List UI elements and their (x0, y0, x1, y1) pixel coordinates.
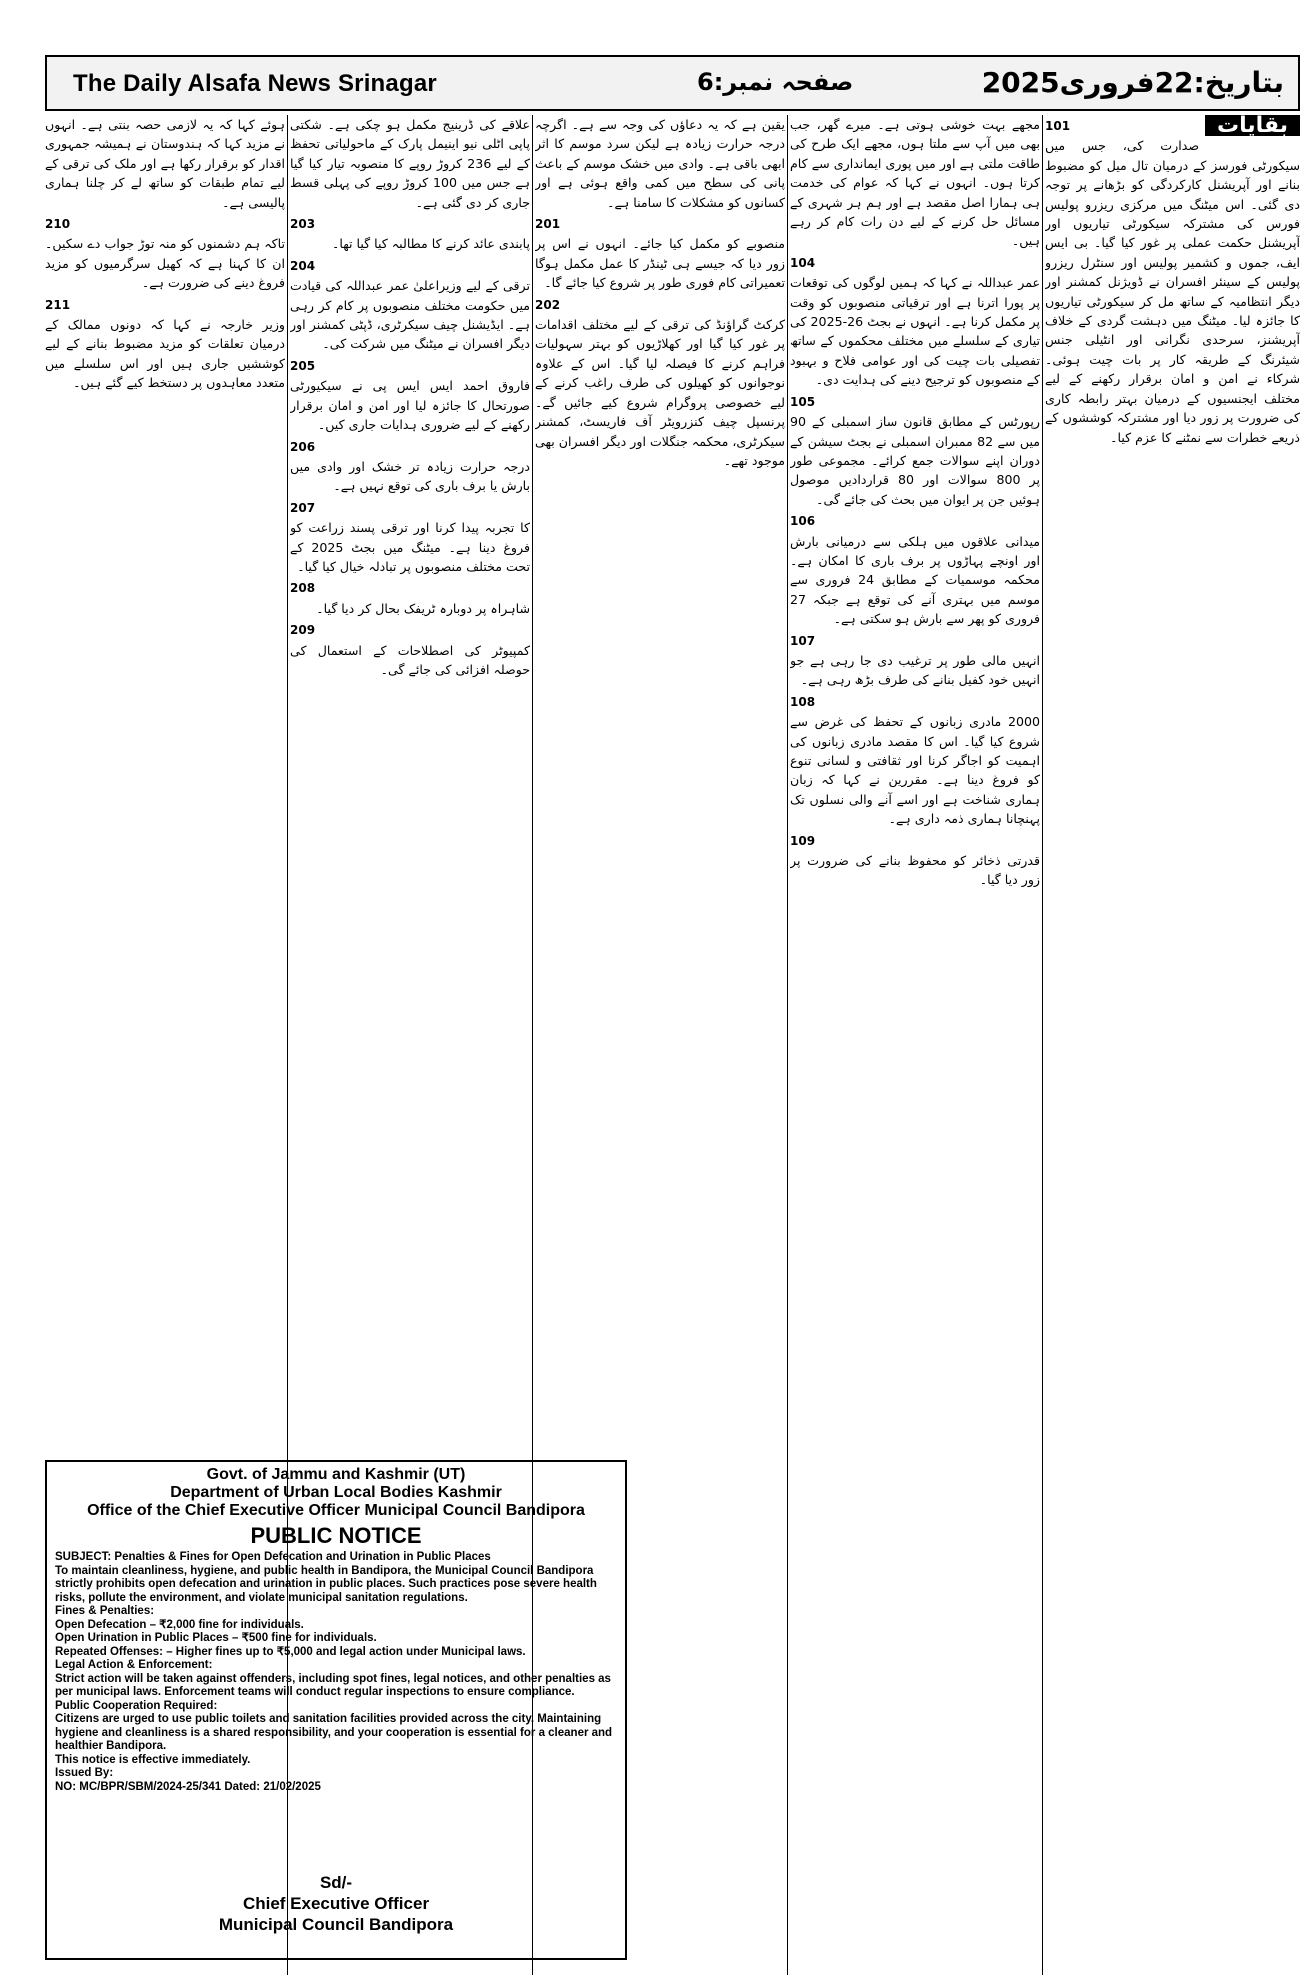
notice-signatory: Chief Executive Officer (242, 1894, 430, 1913)
notice-sd: Sd/- (319, 1873, 353, 1892)
story-text: کا تجربہ پیدا کرنا اور ترقی پسند زراعت کو فروغ دینا ہے۔ میٹنگ میں بجٹ 2025 کے تحت مختلف منصوبوں پر تبادلہ خیال کیا گیا۔ (290, 520, 530, 574)
story-number: 201 (535, 217, 561, 232)
notice-title: PUBLIC NOTICE (250, 1523, 422, 1548)
notice-fine-2: Open Urination in Public Places – ₹500 fine for individuals. (55, 1632, 377, 1644)
story-text: میدانی علاقوں میں ہلکی سے درمیانی بارش اور اونچے پہاڑوں پر برف باری کا امکان ہے۔ محکمہ موسمیات کے مطابق 24 فروری سے موسم میں بہتری آنے کی توقع ہے جبکہ 27 فروری کو پھر سے بارش ہو سکتی ہے۔ (790, 533, 1040, 627)
notice-issued-by: Issued By: (55, 1767, 114, 1779)
section-title: بقایات (1205, 115, 1300, 136)
page-number: صفحہ نمبر:6 (697, 68, 854, 96)
page-header (45, 55, 1300, 111)
story-number: 108 (790, 694, 816, 709)
story-text: رپورٹس کے مطابق قانون ساز اسمبلی کے 90 میں سے 82 ممبران اسمبلی نے بجٹ سیشن کے دوران اپنے سوالات جمع کرائے۔ مجموعی طور پر 800 سوالات اور 80 قراردادیں موصول ہوئیں جن پر ایوان میں بحث کی جائے گی۔ (790, 414, 1040, 507)
story-number: 206 (290, 439, 316, 454)
notice-effective: This notice is effective immediately. (55, 1753, 251, 1766)
story-text: صدارت کی، جس میں سیکورٹی فورسز کے درمیان تال میل کو مضبوط بنانے اور آپریشنل کارکردگی کو بڑھانے پر توجہ دی گئی۔ اس میٹنگ میں مرکزی ریزرو پولیس فورس کی مشترکہ سیکورٹی تیاریوں اور آپریشنل حکمت عملی پر غور کیا گیا۔ بی ایس ایف، جموں و کشمیر پولیس اور سنٹرل ریزرو پولیس کے سینئر افسران نے ڈویژنل کمشنر اور دیگر انتظامیہ کے ساتھ مل کر سیکورٹی تیاریوں کا جائزہ لیا۔ میٹنگ میں دہشت گردی کے خلاف آپریشنز، سرحدی نگرانی اور انٹیلی جنس شیئرنگ کے طریقہ کار پر بات چیت ہوئی۔ شرکاء نے امن و امان برقرار رکھنے کے لیے مختلف ایجنسیوں کے درمیان بہتر رابطہ کاری کی ضرورت پر زور دیا اور مشترکہ کوششوں کے ذریعے خطرات سے نمٹنے کا عزم کیا۔ (1045, 138, 1300, 445)
date-label: بتاریخ:22فروری2025 (981, 66, 1284, 99)
story-text: کرکٹ گراؤنڈ کی ترقی کے لیے مختلف اقدامات پر غور کیا گیا اور کھلاڑیوں کو بہتر سہولیات فراہم کرنے کا فیصلہ لیا گیا۔ اس کے علاوہ نوجوانوں کو کھیلوں کی طرف راغب کرنے کے لیے خصوصی پروگرام شروع کیے جائیں گے۔ پرنسپل چیف کنزرویٹر آف فاریسٹ، کمشنر سیکرٹری، محکمہ جنگلات اور دیگر افسران بھی موجود تھے۔ (535, 317, 785, 468)
story-text: وزیر خارجہ نے کہا کہ دونوں ممالک کے درمیان تعلقات کو مزید مضبوط بنانے کے لیے کوششیں جاری ہیں اور اس سلسلے میں متعدد معاہدوں پر دستخط کیے گئے ہیں۔ (45, 317, 285, 391)
notice-department-line: Department of Urban Local Bodies Kashmir (170, 1484, 502, 1501)
newspaper-page (45, 55, 1300, 1975)
story-text: قدرتی ذخائر کو محفوظ بنانے کی ضرورت پر زور دیا گیا۔ (790, 853, 1040, 888)
story-text: 2000 مادری زبانوں کے تحفظ کی غرض سے شروع کیا گیا۔ اس کا مقصد مادری زبانوں کی اہمیت کو اجاگر کرنا اور ثقافتی و لسانی تنوع کو فروغ دینا ہے۔ مقررین نے کہا کہ زبان ہماری شناخت ہے اور اسے آنے والی نسلوں تک پہنچانا ہماری ذمہ داری ہے۔ (790, 714, 1040, 827)
story-number: 107 (790, 633, 816, 648)
story-text: کمپیوٹر کی اصطلاحات کے استعمال کی حوصلہ افزائی کی جائے گی۔ (290, 642, 530, 677)
column-divider (1042, 115, 1043, 1975)
story-number: 211 (45, 297, 71, 312)
story-text: علاقے کی ڈرینیج مکمل ہو چکی ہے۔ شکتی پاپی اٹلی نیو اینیمل پارک کے ماحولیاتی تحفظ کے لیے 236 کروڑ روپے کا منصوبہ تیار کیا گیا ہے جس میں 100 کروڑ روپے کی پہلی قسط جاری کر دی گئی ہے۔ (290, 117, 530, 210)
story-text: مجھے بہت خوشی ہوتی ہے۔ میرے گھر، جب بھی میں آپ سے ملتا ہوں، مجھے ایک طرح کی طاقت ملتی ہے اور میں پوری ایمانداری سے کام کرتا ہوں۔ انہوں نے کہا کہ عوام کی خدمت ہی ہمارا اصل مقصد ہے اور ہم ہر شہری کے مسائل حل کرنے کے لیے دن رات کام کر رہے ہیں۔ (790, 117, 1040, 249)
story-text: منصوبے کو مکمل کیا جائے۔ انہوں نے اس پر زور دیا کہ جیسے ہی ٹینڈر کا عمل مکمل ہوگا تعمیراتی کام فوری طور پر شروع کیا جائے گا۔ (535, 236, 785, 291)
story-text: ہوئے کہا کہ یہ لازمی حصہ بنتی ہے۔ انہوں نے مزید کہا کہ ہندوستان نے ہمیشہ جمہوری اقدار کو برقرار رکھا ہے اور ملک کی ترقی کے لیے تمام طبقات کو ساتھ لے کر چلنا ہماری پالیسی ہے۔ (45, 117, 285, 210)
story-number: 205 (290, 358, 316, 373)
story-number: 209 (290, 623, 316, 638)
notice-govt-line: Govt. of Jammu and Kashmir (UT) (206, 1466, 466, 1483)
notice-fine-3: Repeated Offenses: – Higher fines up to ₹5,000 and legal action under Municipal laws. (55, 1645, 526, 1658)
column-divider (787, 115, 788, 1975)
story-number: 105 (790, 394, 816, 409)
story-number: 210 (45, 217, 71, 232)
story-number: 109 (790, 833, 816, 848)
story-text: درجہ حرارت زیادہ تر خشک اور وادی میں بارش یا برف باری کی توقع نہیں ہے۔ (290, 458, 530, 494)
notice-coop-heading: Public Cooperation Required: (55, 1699, 218, 1712)
notice-fines-heading: Fines & Penalties: (55, 1605, 155, 1617)
story-text: تاکہ ہم دشمنوں کو منہ توڑ جواب دے سکیں۔ ان کا کہنا ہے کہ کھیل سرگرمیوں کو مزید فروغ دینے کی ضرورت ہے۔ (45, 236, 285, 291)
notice-intro: To maintain cleanliness, hygiene, and public health in Bandipora, the Municipal Council Bandipora strictly prohibits open defecation and urination in public places. Such practices pose severe health risks, pollute the environment, and violate municipal sanitation regulations. (55, 1564, 597, 1604)
notice-number: NO: MC/BPR/SBM/2024-25/341 Dated: 21/02/2025 (55, 1780, 321, 1793)
story-number: 106 (790, 514, 816, 529)
story-number: 202 (535, 297, 561, 312)
notice-legal-heading: Legal Action & Enforcement: (55, 1659, 213, 1671)
story-text: عمر عبداللہ نے کہا کہ ہمیں لوگوں کی توقعات پر پورا اترنا ہے اور ترقیاتی منصوبوں کو وقت پر مکمل کرنا ہے۔ انہوں نے بجٹ 26-2025 کی تیاری کے سلسلے میں مختلف محکموں کے ساتھ تفصیلی بات چیت کی اور عوامی فلاح و بہبود کے منصوبوں کو ترجیح دینے کی ہدایت دی۔ (790, 275, 1040, 388)
story-text: انہیں مالی طور پر ترغیب دی جا رہی ہے جو انہیں خود کفیل بنانے کی طرف بڑھ رہی ہے۔ (790, 652, 1040, 688)
notice-office-line: Office of the Chief Executive Officer Municipal Council Bandipora (87, 1502, 585, 1519)
column-1 (1045, 115, 1300, 1975)
notice-signatory-office: Municipal Council Bandipora (218, 1915, 454, 1934)
story-text: شاہراہ پر دوبارہ ٹریفک بحال کر دیا گیا۔ (316, 600, 530, 616)
story-text: فاروق احمد ایس ایس پی نے سیکیورٹی صورتحال کا جائزہ لیا اور امن و امان برقرار رکھنے کے لیے ضروری ہدایات جاری کیں۔ (290, 378, 530, 433)
story-number: 203 (290, 217, 316, 232)
notice-coop-text: Citizens are urged to use public toilets and sanitation facilities provided across the city. Maintaining hygiene and cleanliness is a shared responsibility, and your cooperation is essential for a cleaner and healthier Bandipora. (55, 1713, 613, 1752)
story-number: 207 (290, 500, 316, 515)
story-number: 101 (1045, 119, 1071, 133)
story-number: 204 (290, 258, 316, 273)
public-notice (45, 1460, 627, 1960)
story-text: پابندی عائد کرنے کا مطالبہ کیا گیا تھا۔ (332, 236, 530, 252)
story-text: ترقی کے لیے وزیراعلیٰ عمر عبداللہ کی قیادت میں حکومت مختلف منصوبوں پر کام کر رہی ہے۔ ایڈیشنل چیف سیکرٹری، ڈپٹی کمشنر اور دیگر افسران نے میٹنگ میں شرکت کی۔ (290, 278, 530, 352)
story-number: 104 (790, 255, 816, 270)
story-text: یقین ہے کہ یہ دعاؤں کی وجہ سے ہے۔ اگرچہ درجہ حرارت زیادہ ہے لیکن سرد موسم کا اثر ابھی باقی ہے۔ وادی میں خشک موسم کے باعث پانی کی سطح میں کمی واقع ہوئی ہے اور کسانوں کو مشکلات کا سامنا ہے۔ (535, 117, 785, 210)
story-number: 208 (290, 581, 316, 596)
paper-name: The Daily Alsafa News Srinagar (73, 70, 437, 97)
notice-subject: SUBJECT: Penalties & Fines for Open Defecation and Urination in Public Places (55, 1551, 491, 1563)
column-5 (45, 115, 285, 1510)
column-2 (790, 115, 1040, 1975)
notice-fine-1: Open Defecation – ₹2,000 fine for individuals. (55, 1618, 304, 1631)
notice-legal-text: Strict action will be taken against offenders, including spot fines, legal notices, and other penalties as per municipal laws. Enforcement teams will conduct regular inspections to ensure compliance. (55, 1672, 611, 1698)
